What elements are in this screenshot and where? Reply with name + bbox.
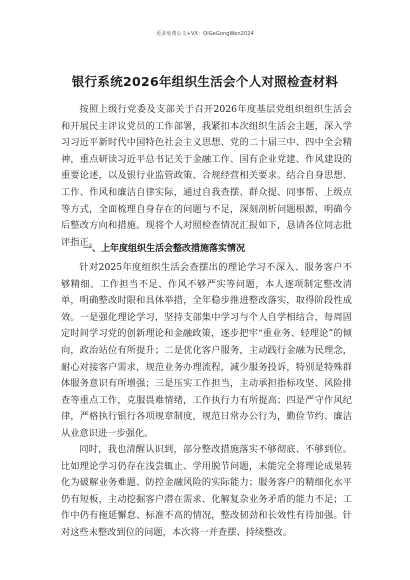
section-heading-1: 一、上年度组织生活会整改措施落实情况: [83, 244, 246, 254]
intro-paragraph: [61, 102, 352, 251]
section1-paragraph: [61, 260, 352, 443]
document-title: 银行系统2026年组织生活会个人对照检查材料: [71, 74, 339, 89]
section1-continued-text: 同时，我也清醒认识到，部分整改措施落实不够彻底、不够到位。比如理论学习仍存在浅尝辄止、学用脱节问题，未能完全将理论成果转化为破解业务难题、防控金融风险的实际能力；服务客户的精细化水平仍有短板，主动挖掘客户潜在需求、化解复杂业务矛盾的能力不足；工作中仍有拖延懈怠、标准不高的情况，整改韧劲和长效性有待加强。针对这些未整改到位的问题，本次将一并查摆、持续整改。: [61, 444, 352, 538]
section1-continued-paragraph: [61, 442, 352, 542]
intro-text: 按照上级行党委及支部关于召开2026年度基层党组织组织生活会和开展民主评议党员的工作部署，我紧扣本次组织生活会主题，深入学习习近平新时代中国特色社会主义思想、党的二十届三中、四中全会精神，重点研读习近平总书记关于金融工作、国有企业党建、作风建设的重要论述，以及银行业监管政策、合规经营相关要求。结合自身思想、工作、作风和廉洁自律实际，通过自我查摆、群众提、同事帮、上级点等方式，全面梳理自身存在的问题与不足，深刻剖析问题根源，明确今后整改方向和措施。现将个人对照检查情况汇报如下，恳请各位同志批评指正。: [61, 104, 352, 248]
header-note: 更多免费公文+VX：QiGeGongWen2024: [156, 31, 254, 37]
section1-text: 针对2025年度组织生活会查摆出的理论学习不深入、服务客户不够精细、工作担当不足、作风不够严实等问题，本人逐项制定整改清单，明确整改时限和具体举措，全年稳步推进整改落实，取得阶段性成效。一是强化理论学习，坚持支部集中学习与个人自学相结合，每周固定时间学习党的创新理论和金融政策，逐步把牢“重业务、轻理论”的倾向，政治站位有所提升；二是优化客户服务，主动践行金融为民理念，耐心对接客户需求，规范业务办理流程，减少服务投诉，特别是特殊群体服务意识有所增强；三是压实工作担当，主动承担指标攻坚、风险排查等重点工作，克服畏难情绪，工作执行力有所提高；四是严守作风纪律，严格执行银行各项规章制度，规范日常办公行为，勤俭节约、廉洁从业意识进一步强化。: [61, 262, 352, 439]
